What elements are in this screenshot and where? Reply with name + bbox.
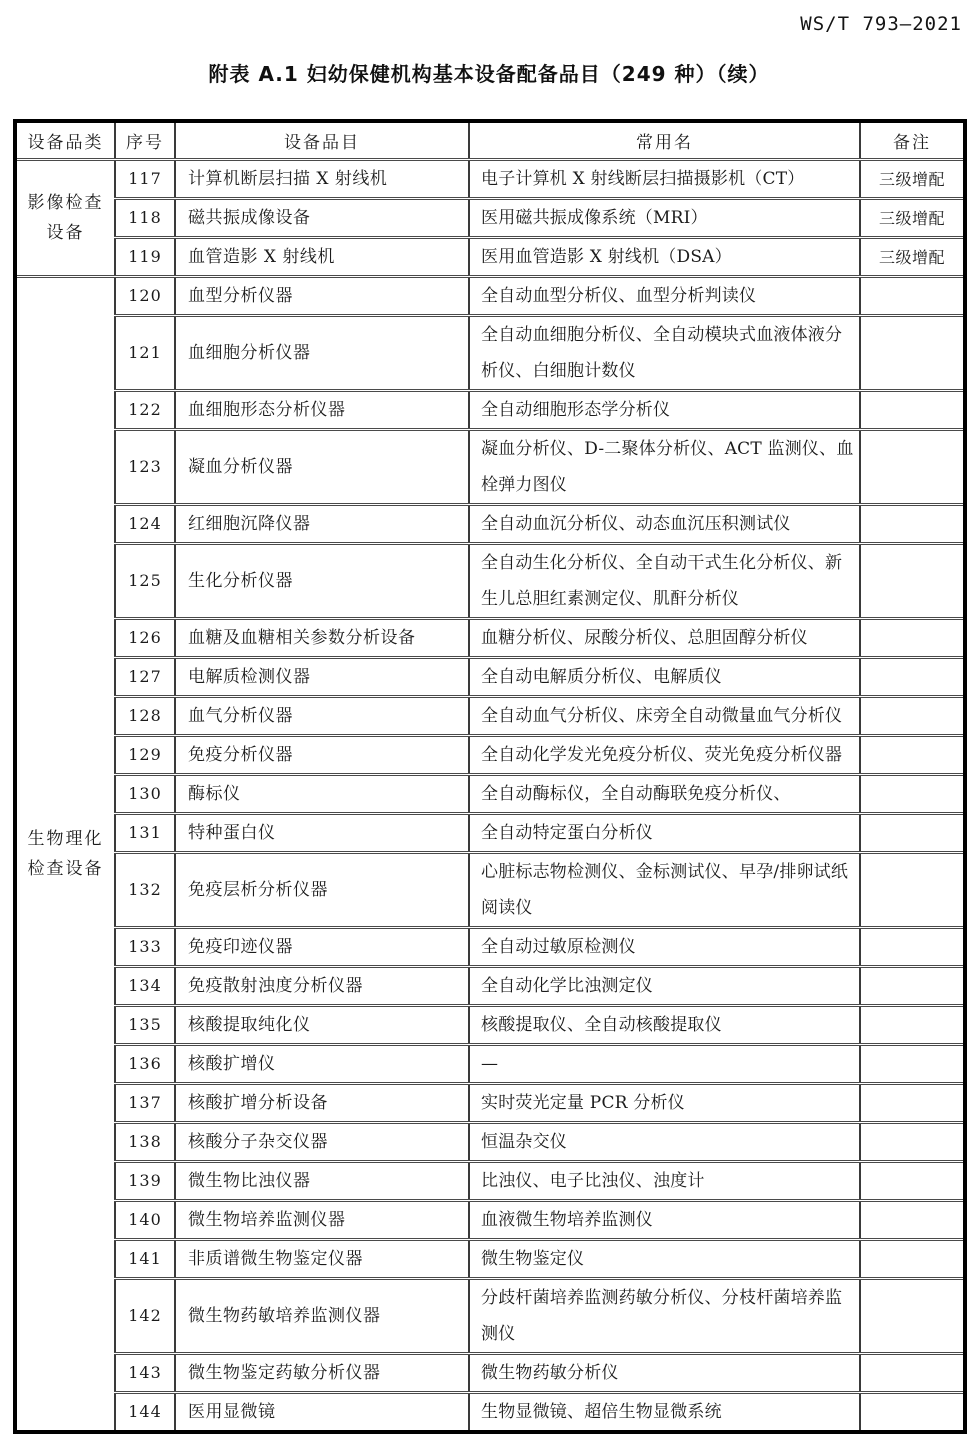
- item-cell: 酶标仪: [175, 774, 469, 813]
- table-row: [15, 657, 965, 696]
- item-cell: 血气分析仪器: [175, 696, 469, 735]
- item-cell: 血糖及血糖相关参数分析设备: [175, 618, 469, 657]
- item-cell: 血细胞形态分析仪器: [175, 390, 469, 429]
- common-name-cell: 全自动酶标仪，全自动酶联免疫分析仪、: [469, 774, 860, 813]
- serial-cell: 118: [115, 198, 175, 237]
- serial-cell: 140: [115, 1200, 175, 1239]
- serial-cell: 119: [115, 237, 175, 276]
- serial-cell: 128: [115, 696, 175, 735]
- common-name-cell: 恒温杂交仪: [469, 1122, 860, 1161]
- serial-cell: 138: [115, 1122, 175, 1161]
- note-cell: [860, 618, 965, 657]
- category-line: 检查设备: [27, 858, 104, 879]
- note-cell: [860, 390, 965, 429]
- serial-cell: 117: [115, 159, 175, 198]
- common-name-cell: 微生物药敏分析仪: [469, 1353, 860, 1392]
- common-name-cell: 电子计算机 X 射线断层扫描摄影机（CT）: [469, 159, 860, 198]
- common-name-cell: 凝血分析仪、D-二聚体分析仪、ACT 监测仪、血栓弹力图仪: [469, 429, 860, 504]
- serial-cell: 130: [115, 774, 175, 813]
- header-item: 设备品目: [175, 121, 469, 159]
- item-cell: 免疫印迹仪器: [175, 927, 469, 966]
- item-cell: 血管造影 X 射线机: [175, 237, 469, 276]
- table-row: [15, 966, 965, 1005]
- table-row: [15, 1044, 965, 1083]
- serial-cell: 135: [115, 1005, 175, 1044]
- table-row: [15, 429, 965, 504]
- common-name-cell: 全自动特定蛋白分析仪: [469, 813, 860, 852]
- common-name-cell: 全自动过敏原检测仪: [469, 927, 860, 966]
- note-cell: [860, 1122, 965, 1161]
- category-line: 影像检查: [27, 192, 104, 213]
- header-common-name: 常用名: [469, 121, 860, 159]
- item-cell: 微生物药敏培养监测仪器: [175, 1278, 469, 1353]
- serial-cell: 126: [115, 618, 175, 657]
- common-name-cell: 全自动血细胞分析仪、全自动模块式血液体液分析仪、白细胞计数仪: [469, 315, 860, 390]
- note-cell: 三级增配: [860, 159, 965, 198]
- item-cell: 非质谱微生物鉴定仪器: [175, 1239, 469, 1278]
- item-cell: 核酸扩增仪: [175, 1044, 469, 1083]
- common-name-cell: —: [469, 1044, 860, 1083]
- serial-cell: 127: [115, 657, 175, 696]
- serial-cell: 123: [115, 429, 175, 504]
- common-name-cell: 全自动生化分析仪、全自动干式生化分析仪、新生儿总胆红素测定仪、肌酐分析仪: [469, 543, 860, 618]
- table-row: [15, 198, 965, 237]
- note-cell: [860, 774, 965, 813]
- note-cell: [860, 1044, 965, 1083]
- table-row: [15, 504, 965, 543]
- note-cell: [860, 1392, 965, 1432]
- common-name-cell: 分歧杆菌培养监测药敏分析仪、分枝杆菌培养监测仪: [469, 1278, 860, 1353]
- common-name-cell: 核酸提取仪、全自动核酸提取仪: [469, 1005, 860, 1044]
- table-row: [15, 774, 965, 813]
- note-cell: [860, 1083, 965, 1122]
- note-cell: [860, 966, 965, 1005]
- equipment-table: [13, 119, 967, 1434]
- category-cell: [15, 159, 115, 276]
- item-cell: 免疫散射浊度分析仪器: [175, 966, 469, 1005]
- note-cell: [860, 1278, 965, 1353]
- category-cell: [15, 276, 115, 1432]
- serial-cell: 143: [115, 1353, 175, 1392]
- note-cell: [860, 852, 965, 927]
- common-name-cell: 全自动血型分析仪、血型分析判读仪: [469, 276, 860, 315]
- note-cell: [860, 1005, 965, 1044]
- table-row: [15, 543, 965, 618]
- item-cell: 微生物比浊仪器: [175, 1161, 469, 1200]
- item-cell: 微生物鉴定药敏分析仪器: [175, 1353, 469, 1392]
- common-name-cell: 全自动电解质分析仪、电解质仪: [469, 657, 860, 696]
- note-cell: [860, 1161, 965, 1200]
- item-cell: 红细胞沉降仪器: [175, 504, 469, 543]
- common-name-cell: 全自动血气分析仪、床旁全自动微量血气分析仪: [469, 696, 860, 735]
- serial-cell: 121: [115, 315, 175, 390]
- item-cell: 核酸扩增分析设备: [175, 1083, 469, 1122]
- common-name-cell: 医用磁共振成像系统（MRI）: [469, 198, 860, 237]
- note-cell: [860, 696, 965, 735]
- table-row: [15, 1392, 965, 1432]
- item-cell: 计算机断层扫描 X 射线机: [175, 159, 469, 198]
- note-cell: 三级增配: [860, 198, 965, 237]
- table-row: [15, 927, 965, 966]
- serial-cell: 139: [115, 1161, 175, 1200]
- serial-cell: 133: [115, 927, 175, 966]
- item-cell: 电解质检测仪器: [175, 657, 469, 696]
- table-row: [15, 1200, 965, 1239]
- header-row: [15, 121, 965, 159]
- serial-cell: 141: [115, 1239, 175, 1278]
- common-name-cell: 血糖分析仪、尿酸分析仪、总胆固醇分析仪: [469, 618, 860, 657]
- item-cell: 医用显微镜: [175, 1392, 469, 1432]
- serial-cell: 124: [115, 504, 175, 543]
- serial-cell: 122: [115, 390, 175, 429]
- serial-cell: 136: [115, 1044, 175, 1083]
- note-cell: [860, 315, 965, 390]
- common-name-cell: 实时荧光定量 PCR 分析仪: [469, 1083, 860, 1122]
- serial-cell: 129: [115, 735, 175, 774]
- serial-cell: 125: [115, 543, 175, 618]
- note-cell: [860, 735, 965, 774]
- table-row: [15, 813, 965, 852]
- note-cell: 三级增配: [860, 237, 965, 276]
- note-cell: [860, 657, 965, 696]
- common-name-cell: 医用血管造影 X 射线机（DSA）: [469, 237, 860, 276]
- table-row: [15, 618, 965, 657]
- table-row: [15, 1353, 965, 1392]
- note-cell: [860, 1239, 965, 1278]
- table-row: [15, 852, 965, 927]
- table-row: [15, 1083, 965, 1122]
- table-row: [15, 390, 965, 429]
- serial-cell: 131: [115, 813, 175, 852]
- page-title: 附表 A.1 妇幼保健机构基本设备配备品目（249 种）（续）: [208, 62, 770, 86]
- common-name-cell: 微生物鉴定仪: [469, 1239, 860, 1278]
- note-cell: [860, 927, 965, 966]
- table-row: [15, 237, 965, 276]
- doc-number: WS/T 793—2021: [800, 13, 962, 35]
- common-name-cell: 全自动化学发光免疫分析仪、荧光免疫分析仪器: [469, 735, 860, 774]
- header-category: 设备品类: [15, 121, 115, 159]
- table-row: [15, 1239, 965, 1278]
- table-row: [15, 1122, 965, 1161]
- item-cell: 凝血分析仪器: [175, 429, 469, 504]
- serial-cell: 132: [115, 852, 175, 927]
- common-name-cell: 心脏标志物检测仪、金标测试仪、早孕/排卵试纸阅读仪: [469, 852, 860, 927]
- note-cell: [860, 429, 965, 504]
- table-row: [15, 1005, 965, 1044]
- note-cell: [860, 813, 965, 852]
- category-line: 设备: [46, 222, 85, 243]
- serial-cell: 134: [115, 966, 175, 1005]
- common-name-cell: 全自动化学比浊测定仪: [469, 966, 860, 1005]
- serial-cell: 144: [115, 1392, 175, 1432]
- table-row: [15, 159, 965, 198]
- serial-cell: 137: [115, 1083, 175, 1122]
- item-cell: 特种蛋白仪: [175, 813, 469, 852]
- serial-cell: 120: [115, 276, 175, 315]
- common-name-cell: 比浊仪、电子比浊仪、浊度计: [469, 1161, 860, 1200]
- item-cell: 磁共振成像设备: [175, 198, 469, 237]
- table-row: [15, 735, 965, 774]
- common-name-cell: 全自动血沉分析仪、动态血沉压积测试仪: [469, 504, 860, 543]
- note-cell: [860, 504, 965, 543]
- common-name-cell: 血液微生物培养监测仪: [469, 1200, 860, 1239]
- table-row: [15, 276, 965, 315]
- header-serial: 序号: [115, 121, 175, 159]
- item-cell: 核酸分子杂交仪器: [175, 1122, 469, 1161]
- table-row: [15, 696, 965, 735]
- note-cell: [860, 1200, 965, 1239]
- note-cell: [860, 1353, 965, 1392]
- common-name-cell: 生物显微镜、超倍生物显微系统: [469, 1392, 860, 1432]
- item-cell: 免疫层析分析仪器: [175, 852, 469, 927]
- item-cell: 核酸提取纯化仪: [175, 1005, 469, 1044]
- item-cell: 生化分析仪器: [175, 543, 469, 618]
- note-cell: [860, 276, 965, 315]
- common-name-cell: 全自动细胞形态学分析仪: [469, 390, 860, 429]
- item-cell: 血型分析仪器: [175, 276, 469, 315]
- serial-cell: 142: [115, 1278, 175, 1353]
- item-cell: 微生物培养监测仪器: [175, 1200, 469, 1239]
- item-cell: 血细胞分析仪器: [175, 315, 469, 390]
- note-cell: [860, 543, 965, 618]
- table-row: [15, 315, 965, 390]
- header-note: 备注: [860, 121, 965, 159]
- table-row: [15, 1161, 965, 1200]
- category-line: 生物理化: [27, 828, 104, 849]
- item-cell: 免疫分析仪器: [175, 735, 469, 774]
- table-row: [15, 1278, 965, 1353]
